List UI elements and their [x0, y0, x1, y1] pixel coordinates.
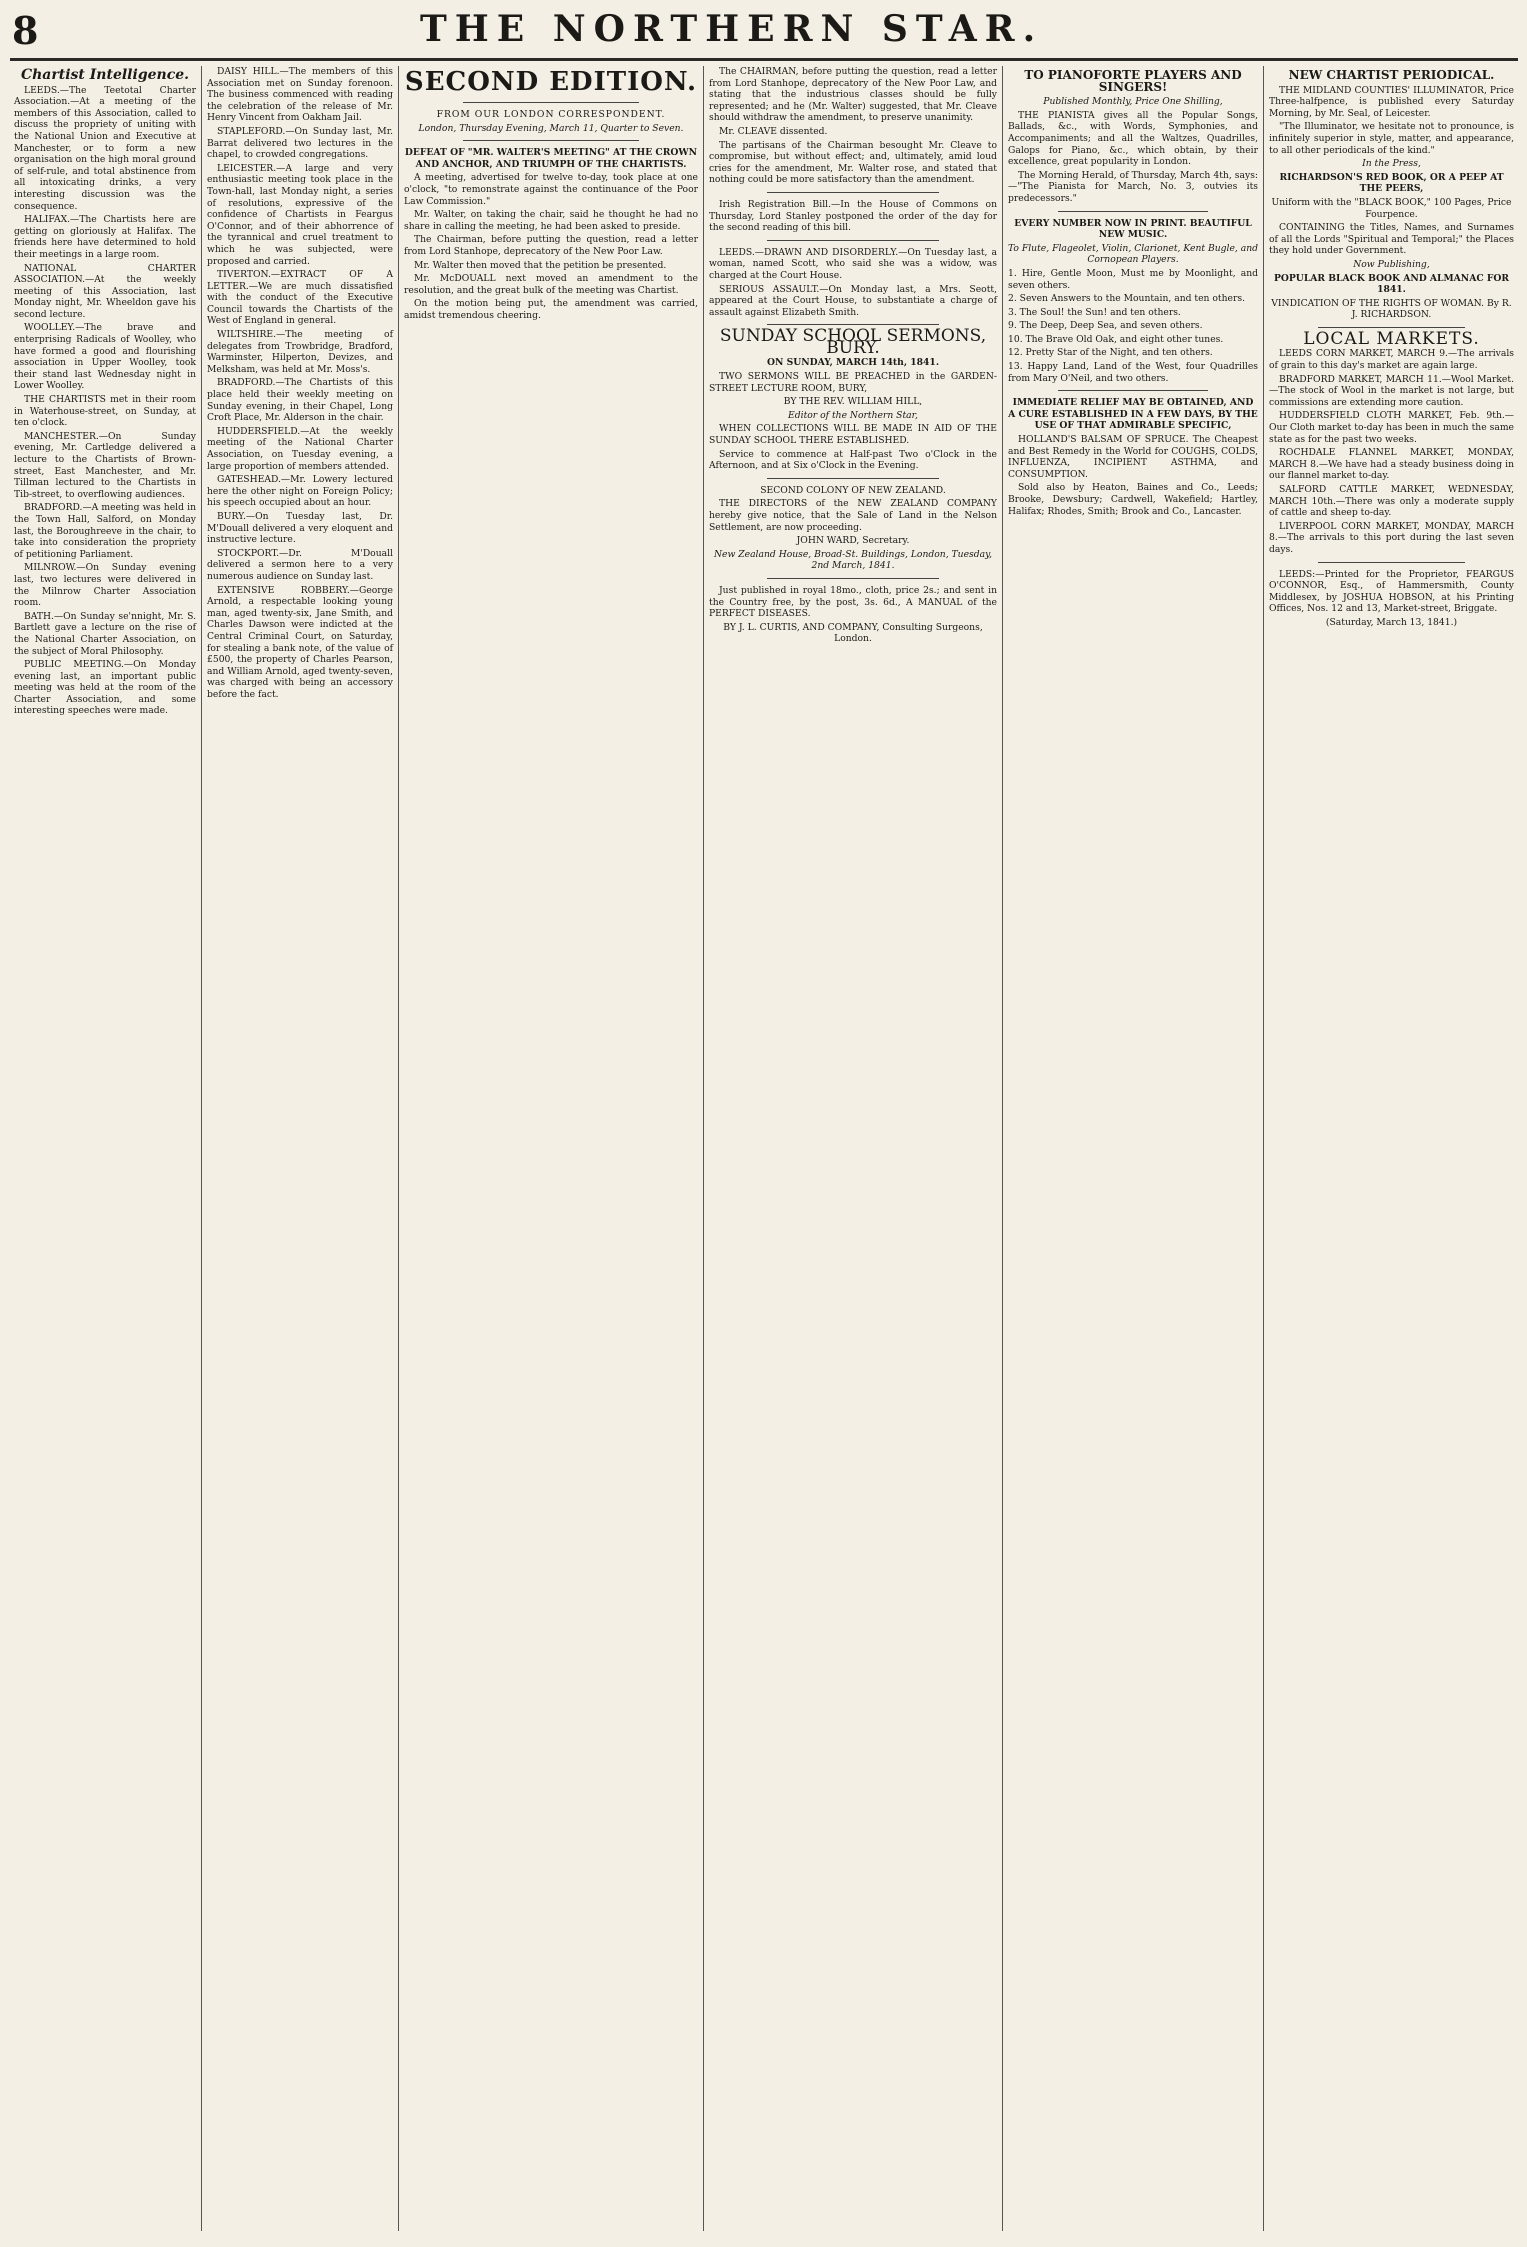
masthead-rule — [10, 58, 1518, 61]
article-robbery: EXTENSIVE ROBBERY.—George Arnold, a respectable looking young man, aged twenty-six, Jane Smith, and Charles Dawson were indicted at the Central Criminal Court, on Saturday, for stealing a bank note, of the value of £500, the property of Charles Pearson, and William Arnold, aged twenty-seven, was charged with being an accessory before the fact. — [207, 584, 393, 700]
manual-ad-signature: BY J. L. CURTIS, AND COMPANY, Consulting Surgeons, London. — [723, 621, 983, 645]
article-partisans: The partisans of the Chairman besought Mr. Cleave to compromise, but without effect; and, ultimately, amid loud cries for the amendment, Mr. Walter rose, and stated that nothing could be more satisfactory than the amendment. — [709, 139, 997, 186]
column-five — [1004, 66, 1262, 2231]
sermons-editor: Editor of the Northern Star, — [788, 409, 918, 421]
article-stapleford: STAPLEFORD.—On Sunday last, Mr. Barrat delivered two lectures in the chapel, to crowded congregations. — [207, 125, 393, 161]
list-item: 13. Happy Land, Land of the West, four Quadrilles from Mary O'Neil, and two others. — [1008, 361, 1258, 384]
market-salford: SALFORD CATTLE MARKET, WEDNESDAY, MARCH 10th.—There was only a moderate supply of cattle and sheep to-day. — [1269, 484, 1514, 519]
article-p6: On the motion being put, the amendment was carried, amidst tremendous cheering. — [404, 298, 698, 321]
every-number-sub: To Flute, Flageolet, Violin, Clarionet, Kent Bugle, and Cornopean Players. — [1008, 242, 1259, 266]
article-gateshead: GATESHEAD.—Mr. Lowery lectured here the other night on Foreign Policy; his speech occupied about an hour. — [207, 474, 393, 509]
divider — [767, 240, 940, 241]
divider — [1058, 390, 1208, 391]
article-public-meeting: PUBLIC MEETING.—On Monday evening last, an important public meeting was held at the room of the Charter Association, and some interesting speeches were made. — [14, 659, 196, 717]
sermons-text: TWO SERMONS WILL BE PREACHED in the GARDEN-STREET LECTURE ROOM, BURY, — [709, 371, 997, 394]
article-p3: The Chairman, before putting the question, read a letter from Lord Stanhope, deprecatory of the New Poor Law. — [404, 234, 698, 257]
black-book-title: POPULAR BLACK BOOK AND ALMANAC FOR 1841. — [1273, 272, 1509, 296]
balsam-title: IMMEDIATE RELIEF MAY BE OBTAINED, AND A CURE ESTABLISHED IN A FEW DAYS, BY THE USE OF THAT ADMIRABLE SPECIFIC, — [1008, 397, 1258, 432]
imprint-date: (Saturday, March 13, 1841.) — [1325, 616, 1458, 628]
article-national-charter: NATIONAL CHARTER ASSOCIATION.—At the weekly meeting of this Association, last Monday night, Mr. Wheeldon gave his second lecture. — [14, 262, 196, 320]
column-six — [1265, 66, 1518, 2231]
sermons-date: ON SUNDAY, MARCH 14th, 1841. — [766, 357, 940, 369]
article-leicester: LEICESTER.—A large and very enthusiastic meeting took place in the Town-hall, last Monday night, a series of resolutions, expressive of the confidence of Chartists in Feargus O'Connor, and of their abhorrence of the tyrannical and cruel treatment to which he was subjected, were proposed and carried. — [207, 162, 393, 267]
column-second-edition — [400, 66, 702, 2231]
divider — [767, 192, 940, 193]
list-item: 10. The Brave Old Oak, and eight other tunes. — [1008, 333, 1224, 345]
manual-ad: Just published in royal 18mo., cloth, price 2s.; and sent in the Country free, by the post, 3s. 6d., A MANUAL of the PERFECT DISEASES. — [709, 584, 997, 620]
article-bury: BURY.—On Tuesday last, Dr. M'Douall delivered a very eloquent and instructive lecture. — [207, 510, 393, 546]
subheadline: DEFEAT OF "MR. WALTER'S MEETING" AT THE CROWN AND ANCHOR, AND TRIUMPH OF THE CHARTISTS. — [404, 147, 698, 170]
sermons-time: Service to commence at Half-past Two o'Clock in the Afternoon, and at Six o'Clock in the Evening. — [709, 448, 997, 472]
colony-address: New Zealand House, Broad-St. Buildings, London, Tuesday, 2nd March, 1841. — [714, 548, 992, 572]
column-chartist-intelligence — [10, 66, 200, 2231]
column-divider — [703, 66, 704, 2231]
divider — [767, 578, 940, 579]
article-cleave: Mr. CLEAVE dissented. — [719, 125, 828, 137]
divider — [463, 102, 639, 103]
article-woolley: WOOLLEY.—The brave and enterprising Radicals of Woolley, who have formed a good and flourishing association in Upper Woolley, took their stand last Wednesday night in Lower Woolley. — [14, 322, 196, 392]
article-daisy-hill: DAISY HILL.—The members of this Association met on Sunday forenoon. The business commenced with reading the celebration of the release of Mr. Henry Vincent from Oakham Jail. — [207, 66, 393, 124]
dateline: FROM OUR LONDON CORRESPONDENT. — [436, 109, 666, 120]
date: London, Thursday Evening, March 11, Quarter to Seven. — [418, 122, 684, 134]
article-leeds-drunk: LEEDS.—DRAWN AND DISORDERLY.—On Tuesday last, a woman, named Scott, who said she was a widow, was charged at the Court House. — [709, 246, 997, 281]
local-markets-title: LOCAL MARKETS. — [1303, 328, 1480, 349]
red-book-uniform: Uniform with the "BLACK BOOK," 100 Pages, Price Fourpence. — [1271, 196, 1512, 220]
pianista-sub: Published Monthly, Price One Shilling, — [1043, 96, 1223, 108]
article-p5: Mr. McDOUALL next moved an amendment to the resolution, and the great bulk of the meeting was Chartist. — [404, 273, 698, 296]
second-edition-headline: SECOND EDITION. — [404, 67, 698, 97]
list-item: 2. Seven Answers to the Mountain, and ten others. — [1008, 293, 1245, 305]
article-assault: SERIOUS ASSAULT.—On Monday last, a Mrs. Seott, appeared at the Court House, to substantiate a charge of assault against Elizabeth Smith. — [709, 283, 997, 318]
article-p1: A meeting, advertised for twelve to-day, took place at one o'clock, "to remonstrate against the continuance of the Poor Law Commission." — [404, 172, 698, 207]
list-item: 12. Pretty Star of the Night, and ten others. — [1008, 347, 1213, 359]
column-divider — [1002, 66, 1003, 2231]
column-two — [203, 66, 397, 2231]
column-divider — [1263, 66, 1264, 2231]
column-four — [705, 66, 1001, 2231]
masthead: THE NORTHERN STAR. — [420, 8, 1044, 50]
column-divider — [201, 66, 202, 2231]
article-manchester: MANCHESTER.—On Sunday evening, Mr. Cartledge delivered a lecture to the Chartists of Brown-street, East Manchester, and Mr. Tillman lectured to the Chartists in Tib-street, to overflowing audiences. — [14, 430, 196, 500]
periodical-text: THE MIDLAND COUNTIES' ILLUMINATOR, Price Three-halfpence, is published every Saturday Morning, by Mr. Seal, of Leicester. — [1269, 84, 1514, 119]
every-number-title: EVERY NUMBER NOW IN PRINT. BEAUTIFUL NEW MUSIC. — [1014, 217, 1252, 241]
article-tiverton: TIVERTON.—EXTRACT OF A LETTER.—We are much dissatisfied with the conduct of the Executive Council towards the Chartists of the West of England in general. — [207, 269, 393, 327]
now-publishing: Now Publishing, — [1353, 258, 1430, 270]
colony-text: THE DIRECTORS of the NEW ZEALAND COMPANY hereby give notice, that the Sale of Land in the Nelson Settlement, are now proceeding. — [709, 498, 997, 533]
list-item: 3. The Soul! the Sun! and ten others. — [1008, 306, 1181, 318]
music-list — [1008, 268, 1258, 384]
divider — [1058, 211, 1208, 212]
article-bradford-chapel: BRADFORD.—The Chartists of this place held their weekly meeting on Sunday evening, in their Chapel, Long Croft Place, Mr. Alderson in the chair. — [207, 377, 393, 424]
market-leeds-corn: LEEDS CORN MARKET, MARCH 9.—The arrivals of grain to this day's market are again large. — [1269, 348, 1514, 372]
imprint: LEEDS:—Printed for the Proprietor, FEARGUS O'CONNOR, Esq., of Hammersmith, County Middlesex, by JOSHUA HOBSON, at his Printing Offices, Nos. 12 and 13, Market-street, Briggate. — [1269, 568, 1514, 615]
column-divider — [398, 66, 399, 2231]
market-huddersfield: HUDDERSFIELD CLOTH MARKET, Feb. 9th.—Our Cloth market to-day has been in much the same state as for the past two weeks. — [1269, 410, 1514, 445]
pianista-text: THE PIANISTA gives all the Popular Songs, Ballads, &c., with Words, Symphonies, and Accompaniments; and all the Waltzes, Quadrilles, Galops for Piano, &c., which obtain, by their excellence, great popularity in London. — [1008, 109, 1258, 168]
market-rochdale: ROCHDALE FLANNEL MARKET, MONDAY, MARCH 8.—We have had a steady business doing in our flannel market to-day. — [1269, 447, 1514, 482]
article-halifax: HALIFAX.—The Chartists here are getting on gloriously at Halifax. The friends here have determined to hold their meetings in a large room. — [14, 214, 196, 260]
divider — [767, 324, 940, 325]
vindication-title: VINDICATION OF THE RIGHTS OF WOMAN. By R. J. RICHARDSON. — [1271, 297, 1512, 321]
periodical-review: "The Illuminator, we hesitate not to pronounce, is infinitely superior in style, matter, and appearance, to all other periodicals of the kind." — [1269, 121, 1514, 156]
sermons-title: SUNDAY SCHOOL SERMONS, BURY. — [719, 326, 987, 358]
periodical-title: NEW CHARTIST PERIODICAL. — [1288, 68, 1495, 82]
section-heading: Chartist Intelligence. — [20, 67, 189, 83]
article-p4: Mr. Walter then moved that the petition be presented. — [414, 259, 667, 271]
article-chartists-room: THE CHARTISTS met in their room in Waterhouse-street, on Sunday, at ten o'clock. — [14, 394, 196, 429]
article-irish-registration: Irish Registration Bill.—In the House of Commons on Thursday, Lord Stanley postponed the order of the day for the second reading of this bill. — [709, 198, 997, 234]
article-bradford: BRADFORD.—A meeting was held in the Town Hall, Salford, on Monday last, the Boroughreeve in the chair, to take into consideration the propriety of petitioning Parliament. — [14, 502, 196, 560]
article-leeds: LEEDS.—The Teetotal Charter Association.—At a meeting of the members of this Association, called to discuss the propriety of uniting with the National Union and Executive at Manchester, or to form a new organisation on the high moral ground of self-rule, and total abstinence from all intoxicating drinks, a very interesting discussion was the consequence. — [14, 84, 196, 212]
list-item: 9. The Deep, Deep Sea, and seven others. — [1008, 320, 1203, 332]
market-bradford: BRADFORD MARKET, MARCH 11.—Wool Market.—The stock of Wool in the market is not large, but commissions are extending more caution. — [1269, 373, 1514, 408]
in-the-press: In the Press, — [1362, 158, 1421, 170]
article-huddersfield: HUDDERSFIELD.—At the weekly meeting of the National Charter Association, on Tuesday evening, a large proportion of members attended. — [207, 425, 393, 472]
red-book-text: CONTAINING the Titles, Names, and Surnames of all the Lords "Spiritual and Temporal;" the Places they hold under Government. — [1269, 222, 1514, 257]
divider — [767, 478, 940, 479]
article-milnrow: MILNROW.—On Sunday evening last, two lectures were delivered in the Milnrow Charter Association room. — [14, 562, 196, 609]
article-stockport: STOCKPORT.—Dr. M'Douall delivered a sermon here to a very numerous audience on Sunday last. — [207, 547, 393, 582]
list-item: 1. Hire, Gentle Moon, Must me by Moonlight, and seven others. — [1008, 267, 1258, 291]
sermons-collect: WHEN COLLECTIONS WILL BE MADE IN AID OF THE SUNDAY SCHOOL THERE ESTABLISHED. — [709, 423, 997, 447]
article-bath: BATH.—On Sunday se'nnight, Mr. S. Bartlett gave a lecture on the rise of the National Charter Association, on the subject of Moral Philosophy. — [14, 610, 196, 657]
sermons-by: BY THE REV. WILLIAM HILL, — [783, 396, 923, 408]
red-book-title: RICHARDSON'S RED BOOK, OR A PEEP AT THE PEERS, — [1279, 171, 1504, 195]
article-chairman: The CHAIRMAN, before putting the question, read a letter from Lord Stanhope, deprecatory of the New Poor Law, and stating that the industrious classes should be fully represented; and he (Mr. Walter) suggested, that Mr. Cleave should withdraw the amendment, to preserve unanimity. — [709, 66, 997, 124]
colony-title: SECOND COLONY OF NEW ZEALAND. — [760, 484, 946, 496]
colony-signature: JOHN WARD, Secretary. — [796, 535, 910, 547]
pianista-review: The Morning Herald, of Thursday, March 4th, says:—"The Pianista for March, No. 3, outvies its predecessors." — [1008, 169, 1258, 204]
market-liverpool: LIVERPOOL CORN MARKET, MONDAY, MARCH 8.—The arrivals to this port during the last seven days. — [1269, 520, 1514, 555]
balsam-text: HOLLAND'S BALSAM OF SPRUCE. The Cheapest and Best Remedy in the World for COUGHS, COLDS, INFLUENZA, INCIPIENT ASTHMA, and CONSUMPTION. — [1008, 434, 1258, 480]
article-wiltshire: WILTSHIRE.—The meeting of delegates from Trowbridge, Bradford, Warminster, Hilperton, Devizes, and Melksham, was held at Mr. Moss's. — [207, 329, 393, 375]
page-number: 8 — [12, 8, 39, 53]
article-p2: Mr. Walter, on taking the chair, said he thought he had no share in calling the meeting, he had been asked to preside. — [404, 209, 698, 232]
balsam-tail: Sold also by Heaton, Baines and Co., Leeds; Brooke, Dewsbury; Cardwell, Wakefield; Hartley, Halifax; Rhodes, Smith; Brook and Co., Lancaster. — [1008, 482, 1258, 517]
divider — [1318, 562, 1465, 563]
pianista-title: TO PIANOFORTE PLAYERS AND SINGERS! — [1024, 68, 1242, 94]
divider — [1318, 327, 1465, 328]
divider — [463, 140, 639, 141]
